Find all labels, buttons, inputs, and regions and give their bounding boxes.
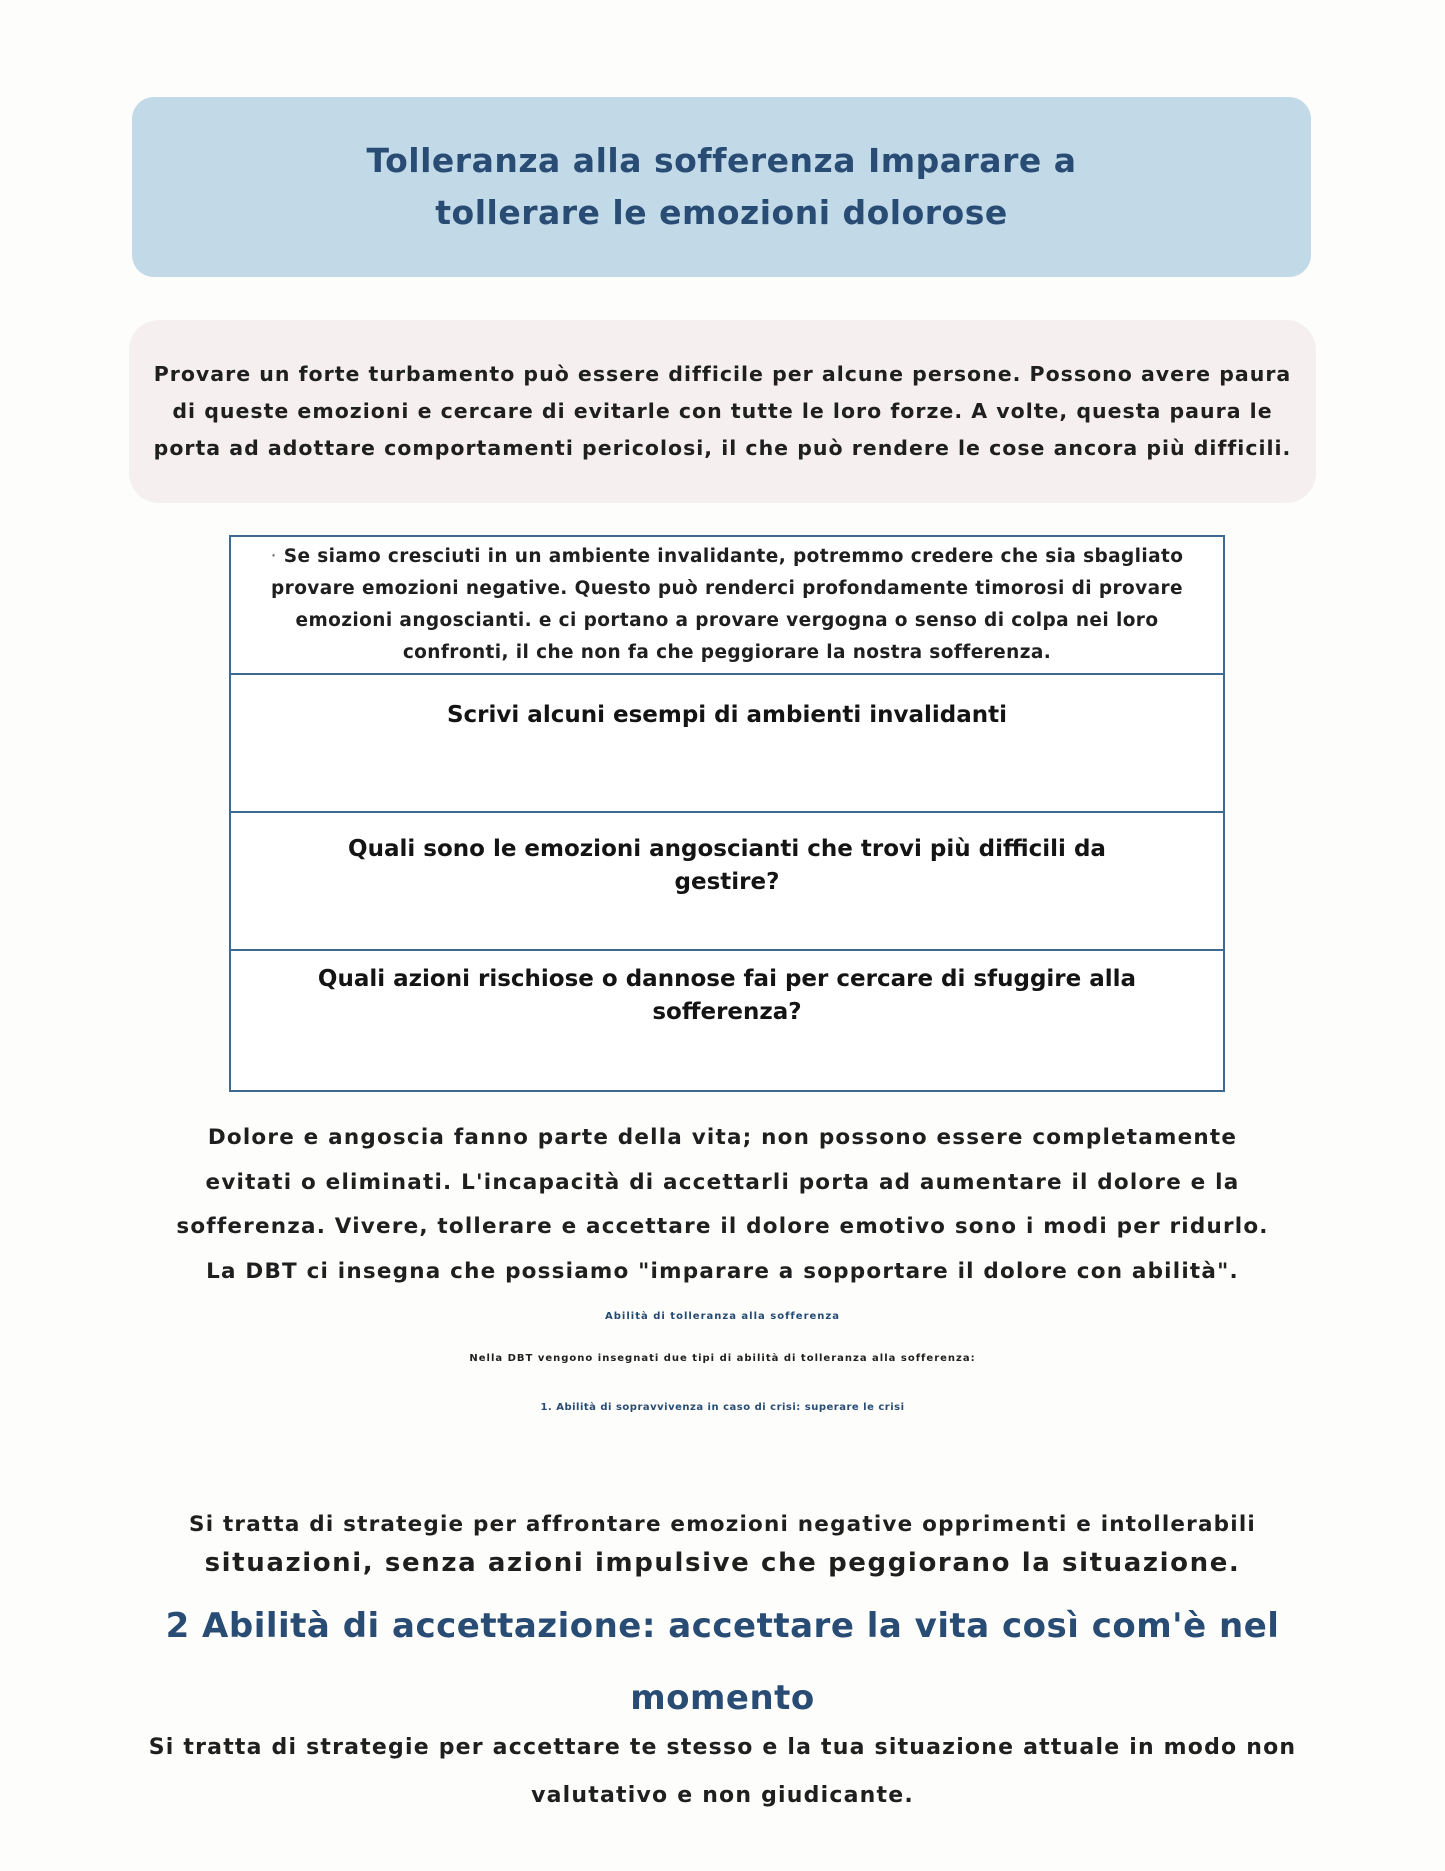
question-label: sofferenza? — [652, 999, 802, 1025]
description-line: Si tratta di strategie per affrontare emozioni negative opprimenti e intollerabili — [189, 1512, 1256, 1537]
question-row-distressing-emotions[interactable] — [231, 813, 1223, 951]
skill-1-description — [0, 1507, 1445, 1583]
pain-paragraph — [0, 1116, 1445, 1294]
worksheet-table — [229, 535, 1225, 1092]
question-label: gestire? — [674, 869, 780, 895]
statement-line: confronti, il che non fa che peggiorare la nostra sofferenza. — [402, 642, 1052, 663]
paragraph-line: sofferenza. Vivere, tollerare e accettare il dolore emotivo sono i modi per ridurlo. — [176, 1214, 1269, 1239]
paragraph-line: La DBT ci insegna che possiamo "imparare a sopportare il dolore con abilità". — [206, 1258, 1239, 1284]
skills-intro: Nella DBT vengono insegnati due tipi di abilità di tolleranza alla sofferenza: — [469, 1353, 976, 1364]
bullet-icon: · — [270, 546, 277, 567]
statement-line: provare emozioni negative. Questo può renderci profondamente timorosi di provare — [271, 578, 1183, 599]
page-title-line-1: Tolleranza alla sofferenza Imparare a — [366, 141, 1077, 180]
intro-panel — [129, 320, 1316, 503]
skill-1-title: 1. Abilità di sopravvivenza in caso di crisi: superare le crisi — [540, 1402, 905, 1413]
question-row-risky-actions[interactable] — [231, 951, 1223, 1090]
skill-2-description — [0, 1724, 1445, 1820]
title-banner — [132, 97, 1311, 277]
skill-2-title-line: 2 Abilità di accettazione: accettare la vita così com'è nel — [165, 1606, 1280, 1646]
description-line: situazioni, senza azioni impulsive che peggiorano la situazione. — [204, 1548, 1241, 1578]
description-line: valutativo e non giudicante. — [531, 1783, 914, 1808]
description-line: Si tratta di strategie per accettare te stesso e la tua situazione attuale in modo non — [148, 1735, 1297, 1760]
question-label: Scrivi alcuni esempi di ambienti invalidanti — [446, 702, 1008, 728]
intro-line: di queste emozioni e cercare di evitarle con tutte le loro forze. A volte, questa paura le — [172, 399, 1273, 423]
skill-2-title — [0, 1590, 1445, 1734]
statement-line-text: Se siamo cresciuti in un ambiente invalidante, potremmo credere che sia sbagliato — [283, 546, 1184, 567]
question-row-invalidating-environments[interactable] — [231, 675, 1223, 813]
paragraph-line: Dolore e angoscia fanno parte della vita; non possono essere completamente — [207, 1125, 1238, 1150]
intro-line: porta ad adottare comportamenti pericolosi, il che può rendere le cose ancora più difficili. — [153, 436, 1292, 460]
statement-line — [231, 541, 1223, 573]
worksheet-statement-row — [231, 537, 1223, 675]
skill-2-title-line: momento — [630, 1678, 815, 1718]
question-label: Quali azioni rischiose o dannose fai per cercare di sfuggire alla — [317, 966, 1137, 992]
page-title-line-2: tollerare le emozioni dolorose — [435, 193, 1008, 232]
question-label: Quali sono le emozioni angoscianti che trovi più difficili da — [348, 836, 1106, 862]
statement-line: emozioni angoscianti. e ci portano a provare vergogna o senso di colpa nei loro — [295, 610, 1159, 631]
intro-line: Provare un forte turbamento può essere difficile per alcune persone. Possono avere paura — [153, 362, 1292, 386]
skills-heading: Abilità di tolleranza alla sofferenza — [605, 1311, 840, 1322]
paragraph-line: evitati o eliminati. L'incapacità di accettarli porta ad aumentare il dolore e la — [205, 1169, 1240, 1195]
